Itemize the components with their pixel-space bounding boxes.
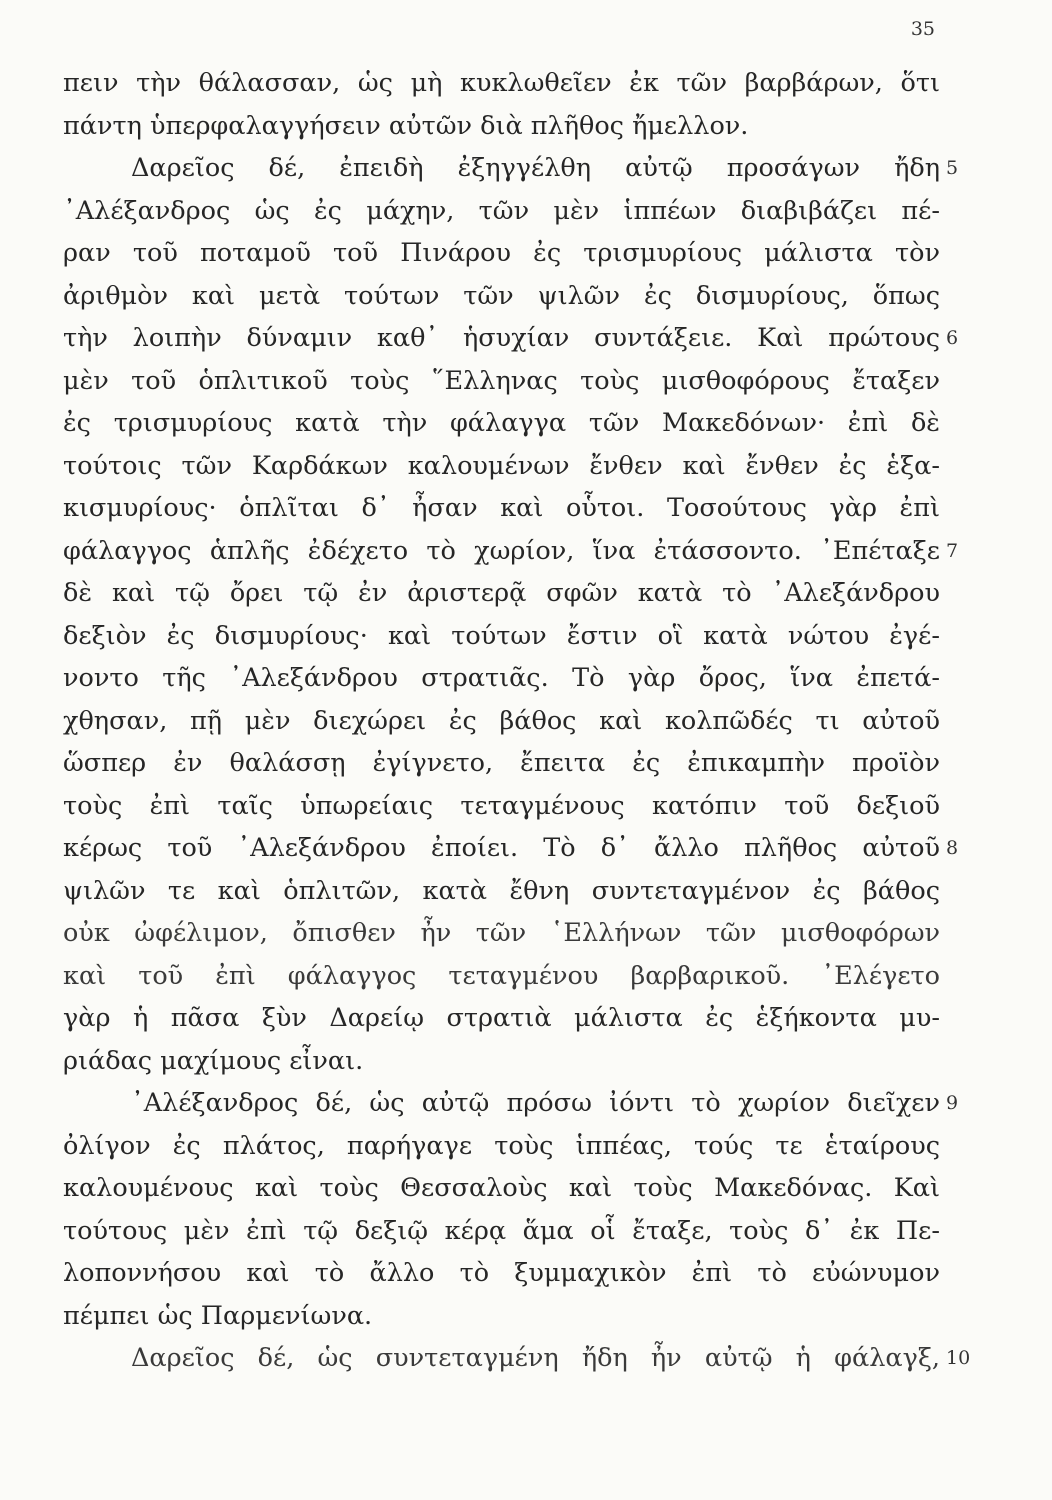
- line-text: πέμπει ὡς Παρμενίωνα.: [63, 1300, 373, 1331]
- text-line: [63, 1167, 940, 1210]
- text-line: [63, 657, 940, 700]
- line-text: ἐς τρισμυρίους κατὰ τὴν φάλαγγα τῶν Μακεδόνων· ἐπὶ δὲ: [63, 408, 940, 438]
- text-line: [63, 445, 940, 488]
- text-line: [63, 1125, 940, 1168]
- line-text: πάντη ὑπερφαλαγγήσειν αὐτῶν διὰ πλῆθος ἤμελλον.: [63, 110, 749, 141]
- text-line: [63, 615, 940, 658]
- line-text: λοποννήσου καὶ τὸ ἄλλο τὸ ξυμμαχικὸν ἐπὶ τὸ εὐώνυμον: [63, 1258, 940, 1288]
- text-line: [63, 317, 959, 360]
- line-text: καλουμένους καὶ τοὺς Θεσσαλοὺς καὶ τοὺς Μακεδόνας. Καὶ: [63, 1173, 940, 1203]
- line-text: τούτους μὲν ἐπὶ τῷ δεξιῷ κέρᾳ ἅμα οἷ ἔταξε, τοὺς δ᾿ ἐκ Πε-: [63, 1215, 940, 1246]
- line-text: ὥσπερ ἐν θαλάσσῃ ἐγίγνετο, ἔπειτα ἐς ἐπικαμπὴν προϊὸν: [63, 748, 940, 778]
- section-number: 5: [946, 157, 959, 179]
- line-text: δεξιὸν ἐς δισμυρίους· καὶ τούτων ἔστιν οἳ κατὰ νώτου ἐγέ-: [63, 620, 940, 651]
- text-line: [63, 1040, 940, 1083]
- body-text: [63, 62, 971, 1380]
- line-text: οὐκ ὠφέλιμον, ὄπισθεν ἦν τῶν ῾Ελλήνων τῶν μισθοφόρων: [63, 918, 940, 948]
- text-line: [63, 997, 940, 1040]
- line-text: πειν τὴν θάλασσαν, ὡς μὴ κυκλωθεῖεν ἐκ τῶν βαρβάρων, ὅτι: [63, 68, 940, 98]
- line-text: κέρως τοῦ ᾿Αλεξάνδρου ἐποίει. Τὸ δ᾿ ἄλλο πλῆθος αὐτοῦ: [63, 833, 940, 863]
- section-number: 10: [946, 1347, 971, 1369]
- line-text: δὲ καὶ τῷ ὄρει τῷ ἐν ἀριστερᾷ σφῶν κατὰ τὸ ᾿Αλεξάνδρου: [63, 578, 940, 608]
- text-line: [63, 62, 940, 105]
- text-line: [63, 1210, 940, 1253]
- text-line: [63, 572, 940, 615]
- text-line: [63, 955, 940, 998]
- text-line: [63, 190, 940, 233]
- text-line: [63, 1295, 940, 1338]
- section-number: 8: [946, 837, 959, 859]
- text-line: [63, 785, 940, 828]
- text-line: [63, 1082, 959, 1125]
- line-text: τὴν λοιπὴν δύναμιν καθ᾿ ἡσυχίαν συντάξειε. Καὶ πρώτους: [63, 323, 940, 353]
- text-line: [63, 827, 959, 870]
- text-line: [63, 700, 940, 743]
- section-number: 9: [946, 1092, 959, 1114]
- text-line: [63, 912, 940, 955]
- text-line: [63, 275, 940, 318]
- line-text: τοὺς ἐπὶ ταῖς ὑπωρείαις τεταγμένους κατόπιν τοῦ δεξιοῦ: [63, 790, 940, 821]
- page-number: 35: [910, 18, 935, 40]
- line-text: ψιλῶν τε καὶ ὁπλιτῶν, κατὰ ἔθνη συντεταγμένον ἐς βάθος: [63, 875, 940, 906]
- text-line: [63, 360, 940, 403]
- line-text: χθησαν, πῇ μὲν διεχώρει ἐς βάθος καὶ κολπῶδές τι αὐτοῦ: [63, 705, 940, 736]
- line-text: νοντο τῆς ᾿Αλεξάνδρου στρατιᾶς. Τὸ γὰρ ὄρος, ἵνα ἐπετά-: [63, 663, 940, 693]
- text-line: [63, 742, 940, 785]
- line-text: ριάδας μαχίμους εἶναι.: [63, 1045, 364, 1076]
- line-text: τούτοις τῶν Καρδάκων καλουμένων ἔνθεν καὶ ἔνθεν ἐς ἑξα-: [63, 450, 940, 481]
- text-line: [63, 530, 959, 573]
- line-text: Δαρεῖος δέ, ἐπειδὴ ἐξηγγέλθη αὐτῷ προσάγων ἤδη: [131, 153, 940, 183]
- section-number: 7: [946, 539, 959, 562]
- text-line: [63, 1252, 940, 1295]
- text-line: [63, 147, 959, 190]
- line-text: ᾿Αλέξανδρος δέ, ὡς αὐτῷ πρόσω ἰόντι τὸ χωρίον διεῖχεν: [131, 1088, 940, 1118]
- line-text: ἀριθμὸν καὶ μετὰ τούτων τῶν ψιλῶν ἐς δισμυρίους, ὅπως: [63, 280, 940, 311]
- text-line: [63, 232, 940, 275]
- text-line: [63, 1337, 971, 1380]
- line-text: Δαρεῖος δέ, ὡς συντεταγμένη ἤδη ἦν αὐτῷ ἡ φάλαγξ,: [131, 1343, 940, 1373]
- text-line: [63, 105, 940, 148]
- line-text: καὶ τοῦ ἐπὶ φάλαγγος τεταγμένου βαρβαρικοῦ. ᾿Ελέγετο: [63, 960, 940, 991]
- line-text: ὀλίγον ἐς πλάτος, παρήγαγε τοὺς ἱππέας, τούς τε ἑταίρους: [63, 1130, 940, 1161]
- text-line: [63, 487, 940, 530]
- line-text: ᾿Αλέξανδρος ὡς ἐς μάχην, τῶν μὲν ἱππέων διαβιβάζει πέ-: [63, 195, 940, 226]
- text-line: [63, 870, 940, 913]
- line-text: μὲν τοῦ ὁπλιτικοῦ τοὺς ῞Ελληνας τοὺς μισθοφόρους ἔταξεν: [63, 365, 940, 396]
- line-text: φάλαγγος ἁπλῆς ἐδέχετο τὸ χωρίον, ἵνα ἐτάσσοντο. ᾿Επέταξε: [63, 535, 940, 566]
- line-text: ραν τοῦ ποταμοῦ τοῦ Πινάρου ἐς τρισμυρίους μάλιστα τὸν: [63, 238, 940, 268]
- line-text: γὰρ ἡ πᾶσα ξὺν Δαρείῳ στρατιὰ μάλιστα ἐς ἑξήκοντα μυ-: [63, 1003, 940, 1033]
- section-number: 6: [946, 327, 959, 349]
- line-text: κισμυρίους· ὁπλῖται δ᾿ ἦσαν καὶ οὗτοι. Τοσούτους γὰρ ἐπὶ: [63, 493, 940, 523]
- text-line: [63, 402, 940, 445]
